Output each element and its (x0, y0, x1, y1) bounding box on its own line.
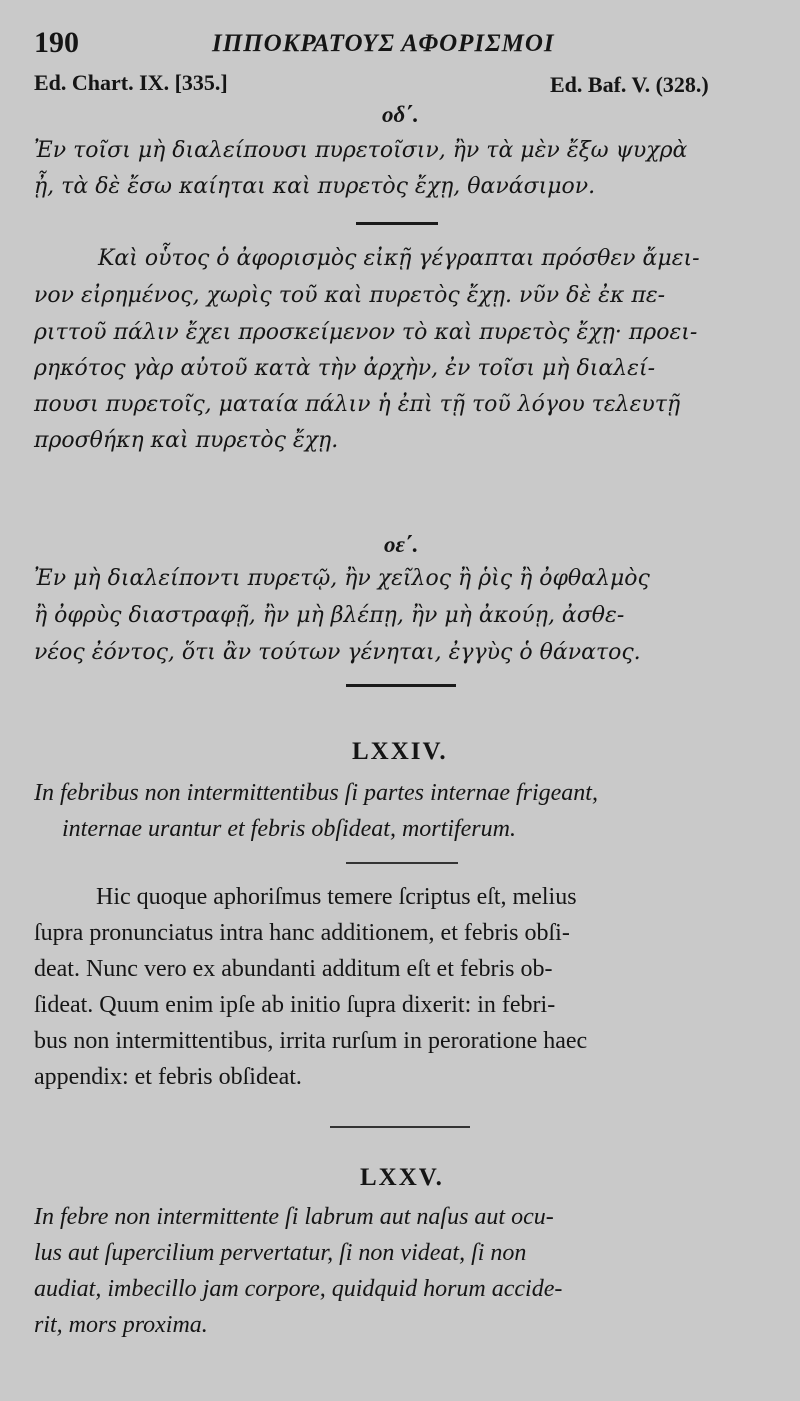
section-divider (330, 1126, 470, 1128)
latin-commentary-line: appendix: et febris obſideat. (34, 1064, 302, 1090)
latin-commentary-line: Hic quoque aphoriſmus temere ſcriptus eſt, melius (96, 884, 577, 910)
latin-section-heading-74: LXXIV. (352, 738, 448, 765)
greek-commentary-line: ριττοῦ πάλιν ἔχει προσκείμενον τὸ καὶ πυρετὸς ἔχῃ· προει- (34, 320, 698, 345)
greek-commentary-line: Καὶ οὗτος ὁ ἀφορισμὸς εἰκῇ γέγραπται πρόσθεν ἄμει- (98, 246, 700, 271)
latin-aphorism-line: In febribus non intermittentibus ſi partes internae frigeant, (34, 780, 598, 806)
latin-aphorism-line: internae urantur et febris obſideat, mortiferum. (62, 816, 516, 842)
aphorism-number-greek-75: οε΄. (384, 532, 419, 557)
edition-chartier-reference: Ed. Chart. IX. [335.] (34, 70, 228, 95)
latin-commentary-line: deat. Nunc vero ex abundanti additum eſt et febris ob- (34, 956, 553, 982)
latin-commentary-line: ſupra pronunciatus intra hanc additionem, et febris obſi- (34, 920, 570, 946)
section-divider (346, 862, 458, 864)
latin-aphorism-line: audiat, imbecillo jam corpore, quidquid horum accide- (34, 1276, 563, 1302)
latin-commentary-line: ſideat. Quum enim ipſe ab initio ſupra dixerit: in febri- (34, 992, 556, 1018)
section-divider (356, 222, 438, 225)
latin-aphorism-line: lus aut ſupercilium pervertatur, ſi non videat, ſi non (34, 1240, 527, 1266)
aphorism-number-greek-74: οδ΄. (382, 102, 419, 127)
greek-aphorism-line: Ἐν τοῖσι μὴ διαλείπουσι πυρετοῖσιν, ἢν τὰ μὲν ἔξω ψυχρὰ (34, 138, 688, 163)
section-divider (346, 684, 456, 687)
greek-aphorism-line: Ἐν μὴ διαλείποντι πυρετῷ, ἢν χεῖλος ἢ ῥὶς ἢ ὀφθαλμὸς (34, 566, 650, 591)
greek-aphorism-line: ἢ ὀφρὺς διαστραφῇ, ἢν μὴ βλέπῃ, ἢν μὴ ἀκούῃ, ἀσθε- (34, 603, 625, 628)
running-head: ΙΠΠΟΚΡΑΤΟΥΣ ΑΦΟΡΙΣΜΟΙ (212, 30, 555, 57)
latin-aphorism-line: In febre non intermittente ſi labrum aut naſus aut ocu- (34, 1204, 554, 1230)
latin-commentary-line: bus non intermittentibus, irrita rurſum in peroratione haec (34, 1028, 588, 1054)
latin-section-heading-75: LXXV. (360, 1164, 444, 1191)
greek-commentary-line: ρηκότος γὰρ αὐτοῦ κατὰ τὴν ἀρχὴν, ἐν τοῖσι μὴ διαλεί- (34, 356, 656, 381)
page-number: 190 (34, 26, 79, 59)
latin-aphorism-line: rit, mors proxima. (34, 1312, 208, 1338)
greek-commentary-line: πουσι πυρετοῖς, ματαία πάλιν ἡ ἐπὶ τῇ τοῦ λόγου τελευτῇ (34, 392, 681, 417)
greek-aphorism-line: νέος ἐόντος, ὅτι ἂν τούτων γένηται, ἐγγὺς ὁ θάνατος. (34, 640, 641, 665)
greek-commentary-line: προσθήκη καὶ πυρετὸς ἔχῃ. (34, 428, 339, 453)
greek-aphorism-line: ᾖ, τὰ δὲ ἔσω καίηται καὶ πυρετὸς ἔχῃ, θανάσιμον. (34, 174, 596, 199)
greek-commentary-line: νον εἰρημένος, χωρὶς τοῦ καὶ πυρετὸς ἔχῃ. νῦν δὲ ἐκ πε- (34, 283, 666, 308)
edition-basel-reference: Ed. Baf. V. (328.) (550, 72, 709, 97)
